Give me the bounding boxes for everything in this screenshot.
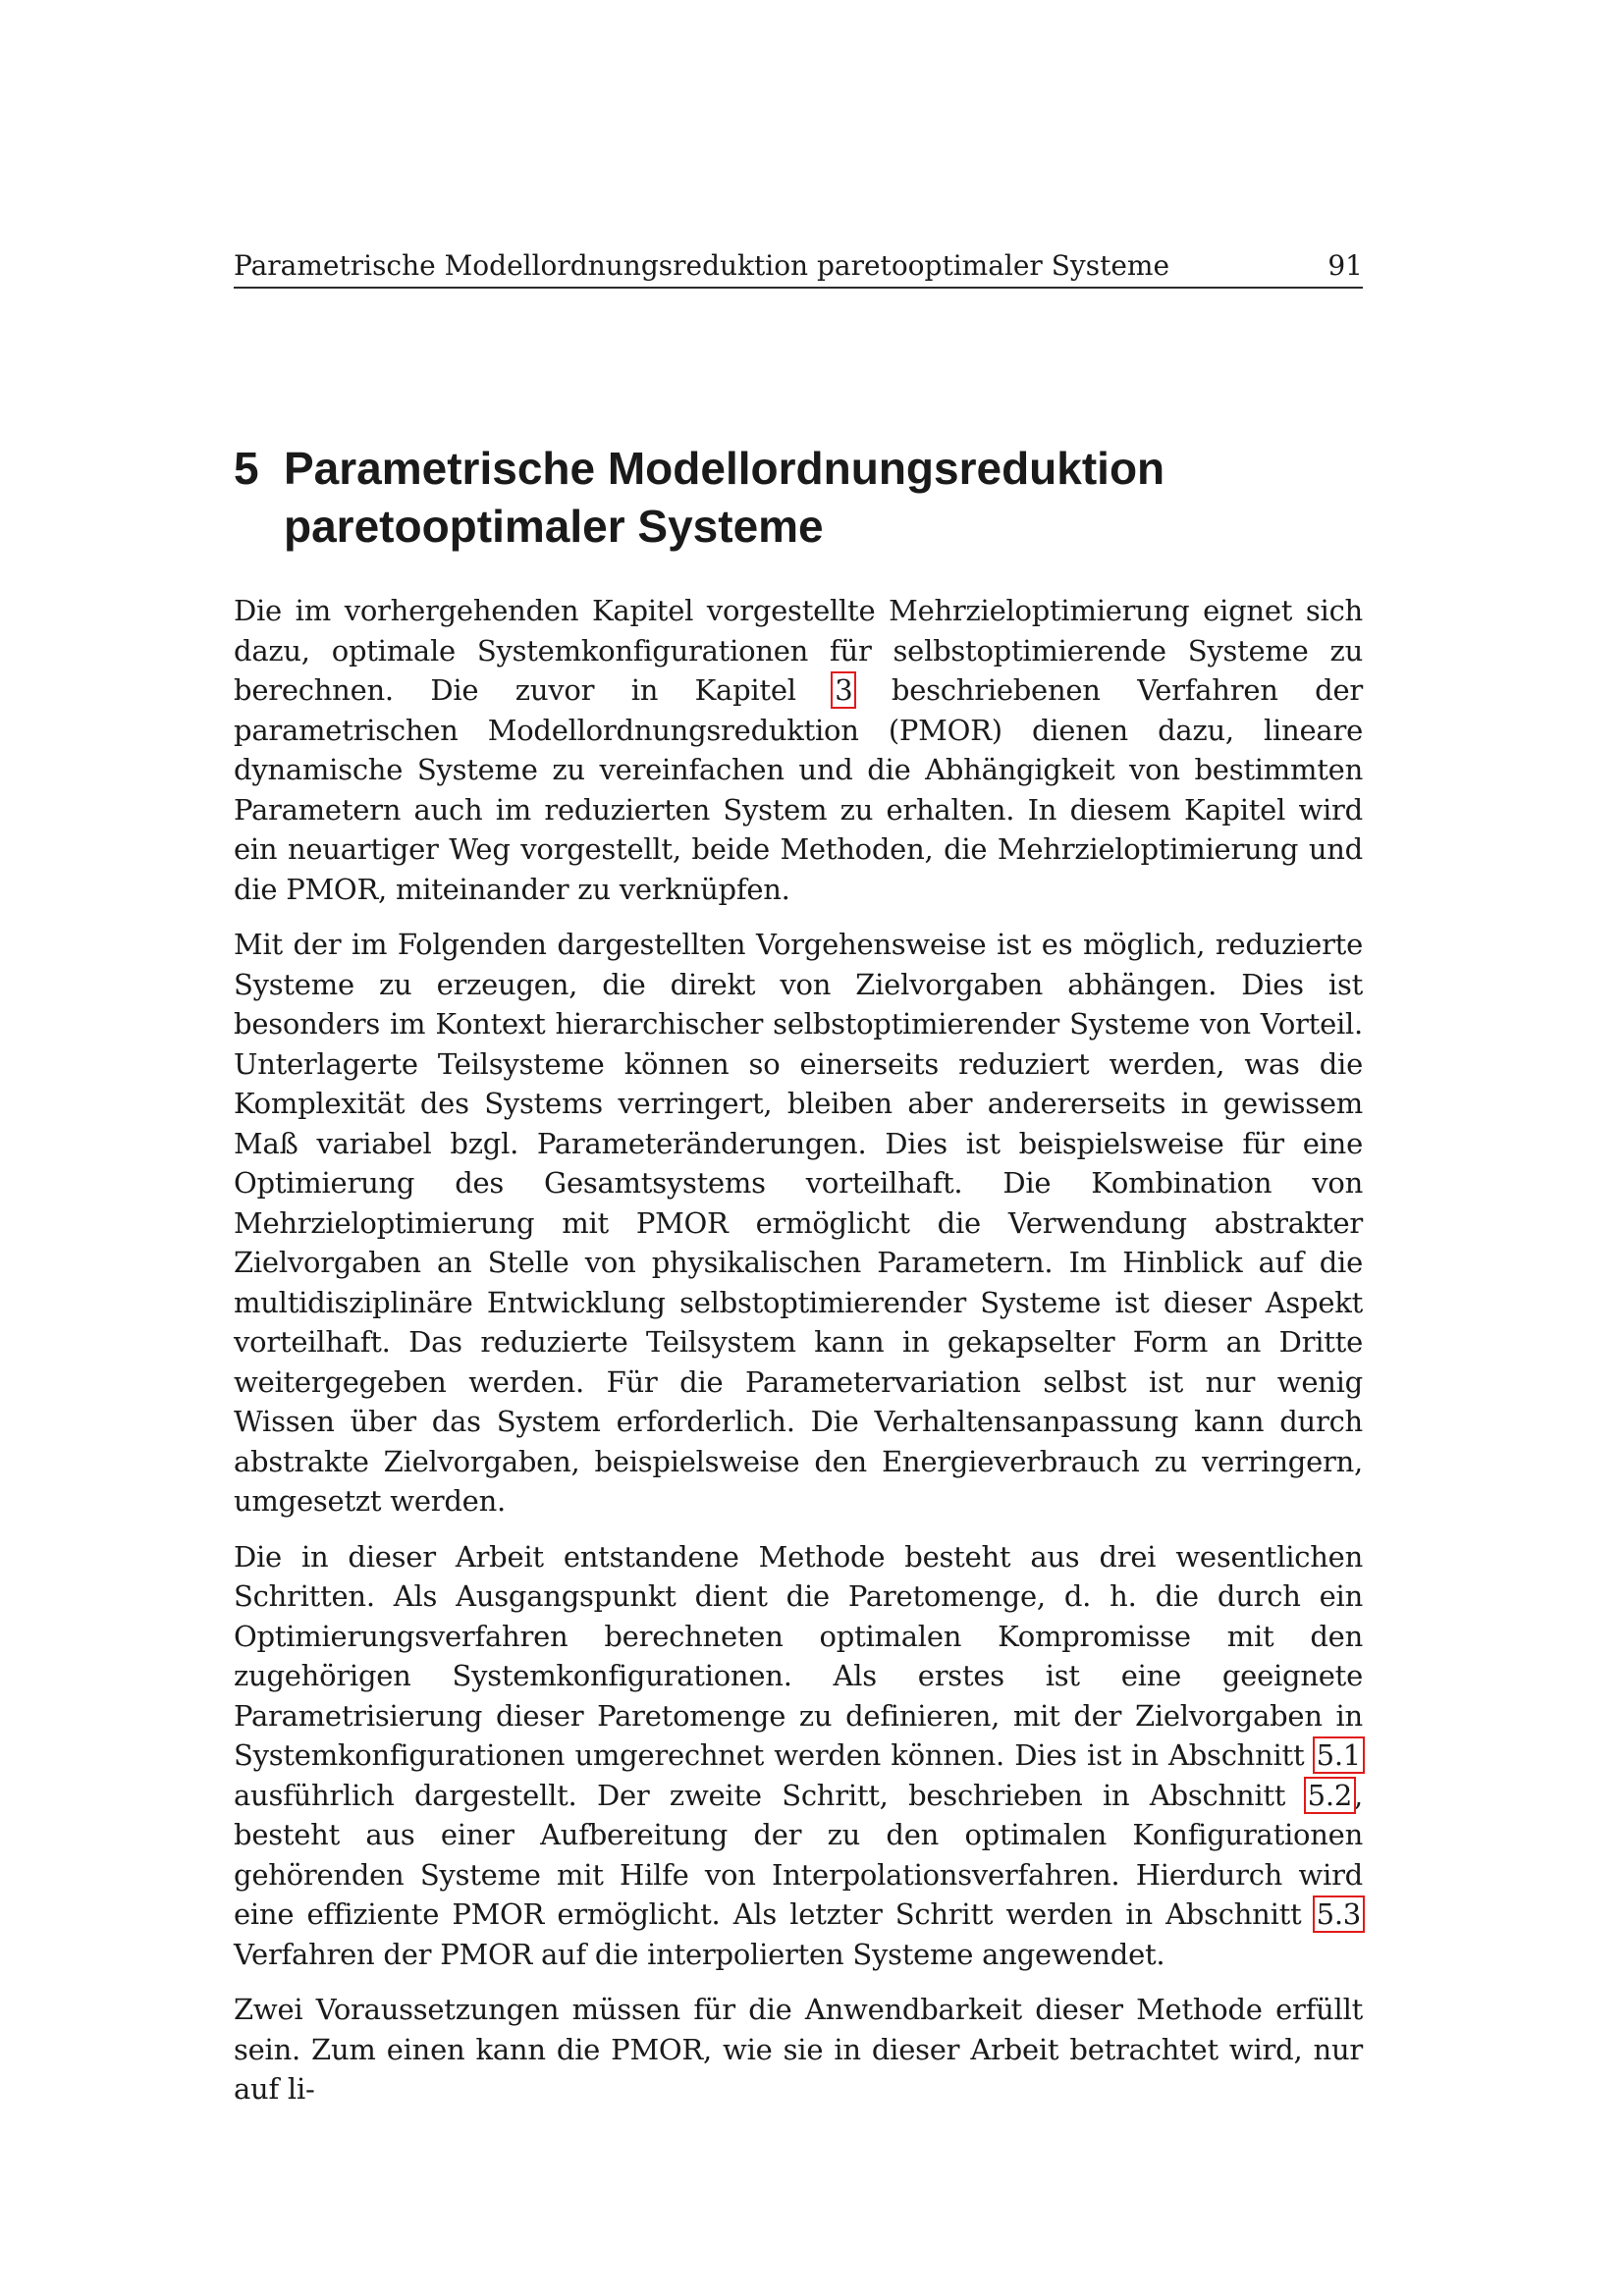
paragraph-2: Mit der im Folgenden dargestellten Vorgehensweise ist es möglich, reduzierte Systeme zu erzeugen, die direkt von Zielvorgaben abhängen. Dies ist besonders im Kontext hierarchischer selbstoptimierender Systeme von Vorteil. Unterlagerte Teilsysteme können so einerseits reduziert werden, was die Komplexität des Systems verringert, bleiben aber andererseits in gewissem Maß variabel bzgl. Parameteränderungen. Dies ist beispielsweise für eine Optimierung des Gesamtsystems vorteilhaft. Die Kombination von Mehrzieloptimierung mit PMOR ermöglicht die Verwendung abstrakter Zielvorgaben an Stelle von physikalischen Parametern. Im Hinblick auf die multidisziplinäre Entwicklung selbstoptimierender Systeme ist dieser Aspekt vorteilhaft. Das reduzierte Teilsystem kann in gekapselter Form an Dritte weitergegeben werden. Für die Parametervariation selbst ist nur wenig Wissen über das System erforderlich. Die Verhaltensanpassung kann durch abstrakte Zielvorgaben, beispielsweise den Energieverbrauch zu verringern, umgesetzt werden.	[234, 928, 1363, 1518]
paragraph-3: Die in dieser Arbeit entstandene Methode besteht aus drei wesentlichen Schritten. Als Ausgangspunkt dient die Paretomenge, d. h. die durch ein Optimierungsverfahren berechneten optimalen Kompromisse mit den zugehörigen Systemkonfigurationen. Als erstes ist eine geeignete Parametrisierung dieser Paretomenge zu definieren, mit der Zielvorgaben in Systemkonfigurationen umgerechnet werden können. Dies ist in Abschnitt 5.1 ausführlich dargestellt. Der zweite Schritt, beschrieben in Abschnitt 5.2, besteht aus einer Aufbereitung der zu den optimalen Konfigurationen gehörenden Systeme mit Hilfe von Interpolationsverfahren. Hierdurch wird eine effiziente PMOR ermöglicht. Als letzter Schritt werden in Abschnitt 5.3 Verfahren der PMOR auf die interpolierten Systeme angewendet.	[234, 1539, 1363, 1971]
paragraph-4: Zwei Voraussetzungen müssen für die Anwendbarkeit dieser Methode erfüllt sein. Zum einen kann die PMOR, wie sie in dieser Arbeit betrachtet wird, nur auf li-	[234, 1993, 1363, 2106]
section-ref-link[interactable]: 5.1	[1316, 1738, 1361, 1772]
paragraph-1: Die im vorhergehenden Kapitel vorgestellte Mehrzieloptimierung eignet sich dazu, optimale Systemkonfigurationen für selbstoptimierende Systeme zu berechnen. Die zuvor in Kapitel 3 beschriebenen Verfahren der parametrischen Modellordnungsreduktion (PMOR) dienen dazu, lineare dynamische Systeme zu vereinfachen und die Abhängigkeit von bestimmten Parametern auch im reduzierten System zu erhalten. In diesem Kapitel wird ein neuartiger Weg vorgestellt, beide Methoden, die Mehrzieloptimierung und die PMOR, miteinander zu verknüpfen.	[234, 594, 1363, 906]
chapter-heading	[234, 440, 1363, 556]
section-ref-link[interactable]: 5.2	[1307, 1778, 1353, 1812]
section-ref-link[interactable]: 5.3	[1316, 1897, 1361, 1931]
page-number: 91	[1327, 249, 1363, 282]
running-title: Parametrische Modellordnungsreduktion paretooptimaler Systeme	[234, 249, 1170, 282]
chapter-number: 5	[234, 443, 259, 494]
chapter-title: Parametrische Modellordnungsreduktion paretooptimaler Systeme	[284, 443, 1165, 552]
body-text	[234, 591, 1363, 2125]
running-header	[234, 245, 1363, 289]
chapter-ref-link[interactable]: 3	[835, 673, 853, 707]
